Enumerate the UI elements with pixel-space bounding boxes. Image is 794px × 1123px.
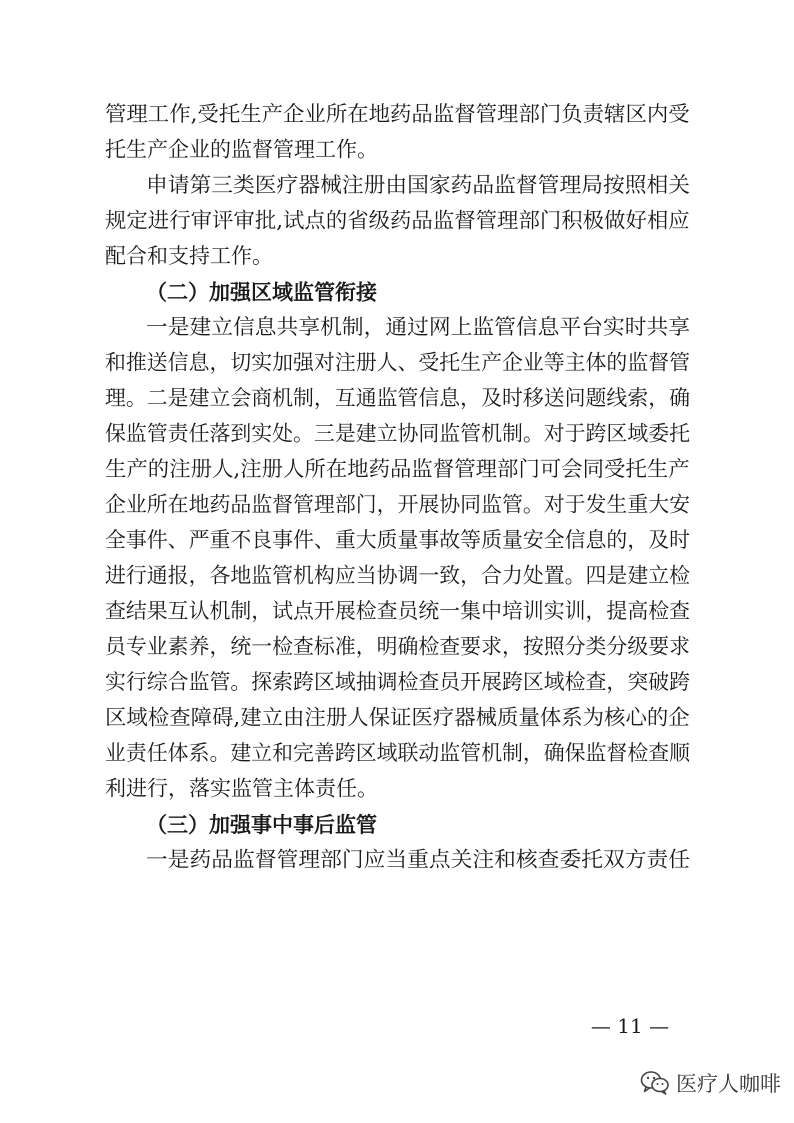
body-line: 理。二是建立会商机制，互通监管信息，及时移送问题线索，确 bbox=[105, 386, 690, 410]
body-line: 管理工作,受托生产企业所在地药品监督管理部门负责辖区内受 bbox=[105, 102, 690, 126]
body-line: 进行通报，各地监管机构应当协调一致，合力处置。四是建立检 bbox=[105, 563, 690, 588]
body-line: 业责任体系。建立和完善跨区域联动监管机制，确保监督检查顺 bbox=[105, 741, 690, 765]
body-line: 一是药品监督管理部门应当重点关注和核查委托双方责任 bbox=[146, 847, 690, 872]
body-line: 实行综合监管。探索跨区域抽调检查员开展跨区域检查，突破跨 bbox=[105, 670, 690, 694]
watermark bbox=[640, 1068, 781, 1098]
body-line: 和推送信息，切实加强对注册人、受托生产企业等主体的监督管 bbox=[105, 350, 690, 375]
body-line: 全事件、严重不良事件、重大质量事故等质量安全信息的，及时 bbox=[105, 528, 690, 552]
body-line: 查结果互认机制，试点开展检查员统一集中培训实训，提高检查 bbox=[105, 599, 690, 623]
body-line: 规定进行审评审批,试点的省级药品监督管理部门积极做好相应 bbox=[105, 208, 690, 233]
watermark-text: 医疗人咖啡 bbox=[676, 1072, 781, 1096]
body-line: 一是建立信息共享机制，通过网上监管信息平台实时共享 bbox=[146, 315, 690, 339]
body-line: 申请第三类医疗器械注册由国家药品监督管理局按照相关 bbox=[146, 173, 690, 197]
page-number: — 11 — bbox=[590, 1014, 670, 1038]
section-heading: （三）加强事中事后监管 bbox=[146, 812, 377, 837]
body-line: 员专业素养，统一检查标准，明确检查要求，按照分类分级要求 bbox=[105, 634, 690, 659]
section-heading: （二）加强区域监管衔接 bbox=[146, 279, 377, 305]
body-line: 保监管责任落到实处。三是建立协同监管机制。对于跨区域委托 bbox=[105, 421, 690, 446]
body-line: 配合和支持工作。 bbox=[105, 244, 273, 268]
body-line: 生产的注册人,注册人所在地药品监督管理部门可会同受托生产 bbox=[105, 457, 690, 481]
body-line: 托生产企业的监督管理工作。 bbox=[105, 137, 378, 162]
wechat-icon bbox=[640, 1070, 670, 1096]
body-line: 利进行，落实监管主体责任。 bbox=[105, 776, 378, 801]
body-line: 企业所在地药品监督管理部门，开展协同监管。对于发生重大安 bbox=[105, 492, 690, 517]
body-line: 区域检查障碍,建立由注册人保证医疗器械质量体系为核心的企 bbox=[105, 705, 690, 730]
